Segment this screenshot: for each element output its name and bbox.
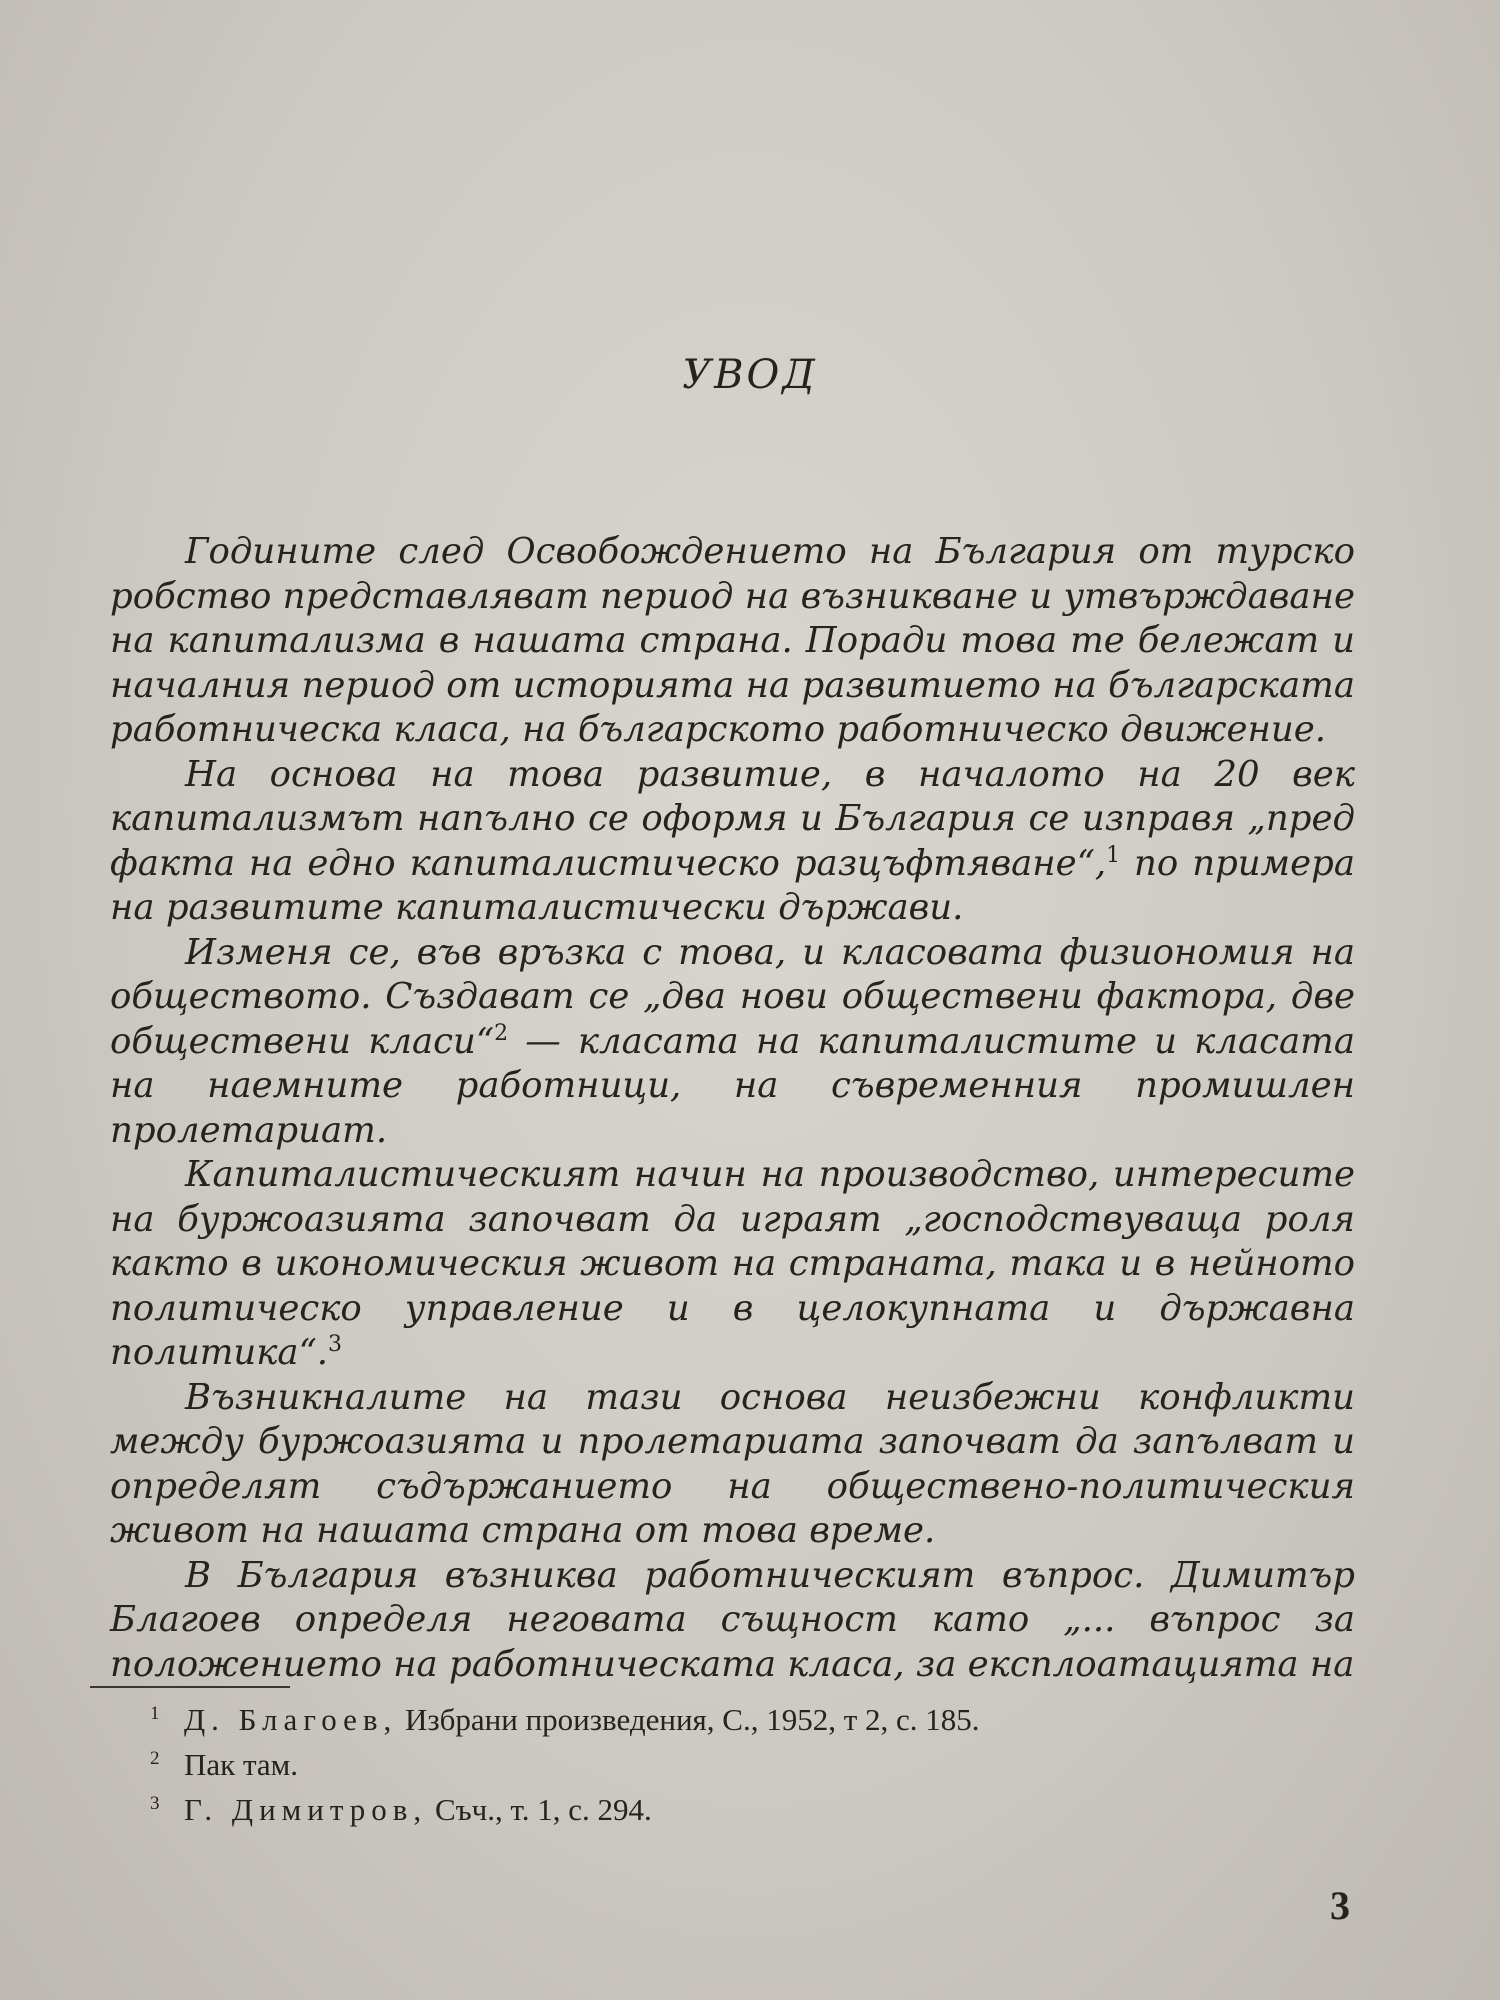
paragraph <box>110 753 1355 931</box>
paragraph-text: В България възниква работническият въпрос. Димитър Благоев определя неговата същност като „... въпрос за положението на работническата класа, за експлоатацията на <box>110 1554 1355 1685</box>
paragraph <box>110 931 1355 1154</box>
footnote-number: 3 <box>150 1793 160 1814</box>
paragraph-text: Годините след Освобождението на България от турско робство представляват период на възникване и утвърждаване на капитализма в нашата страна. Поради това те бележат и началния период от историята на развитието на българската работническа класа, на българското работническо движение. <box>110 531 1355 750</box>
footnote-author: Г. Димитров, <box>184 1792 428 1827</box>
footnotes <box>150 1700 1250 1835</box>
footnote <box>150 1700 1250 1745</box>
footnote <box>150 1745 1250 1790</box>
paragraph <box>110 530 1355 753</box>
footnote-ref: 1 <box>1106 842 1121 868</box>
footnote-text: Пак там. <box>184 1747 299 1782</box>
paragraph-text: по примера на развитите капиталистически държави. <box>110 842 1355 928</box>
paragraph-text: На основа на това развитие, в началото на 20 век капитализмът напълно се оформя и България се изправя „пред факта на едно капиталистическо разцъфтяване“, <box>110 753 1355 884</box>
footnote-body <box>184 1745 298 1785</box>
paragraph <box>110 1376 1355 1554</box>
paragraph-text: Изменя се, във връзка с това, и класовата физиономия на обществото. Създават се „два нови обществени фактора, две обществени класи“ <box>110 931 1355 1062</box>
paragraph-text: — класата на капиталистите и класата на наемните работници, на съвременния промишлен пролетариат. <box>110 1020 1355 1151</box>
footnote-author: Д. Благоев, <box>184 1702 398 1737</box>
footnote-number: 1 <box>150 1703 160 1724</box>
footnote-body <box>184 1700 980 1740</box>
paragraph <box>110 1554 1355 1688</box>
footnote-body <box>184 1790 652 1830</box>
footnote <box>150 1790 1250 1835</box>
chapter-heading: УВОД <box>682 352 818 398</box>
paragraph <box>110 1153 1355 1376</box>
footnote-number: 2 <box>150 1748 160 1769</box>
main-text <box>110 530 1355 1687</box>
footnote-ref: 2 <box>494 1020 509 1046</box>
footnote-divider <box>90 1686 290 1688</box>
footnote-text: Съч., т. 1, с. 294. <box>427 1792 652 1827</box>
page-number: 3 <box>1330 1883 1350 1928</box>
paragraph-text: Капиталистическият начин на производство, интересите на буржоазията започват да играят „господствуваща роля както в икономическия живот на страната, така и в нейното политическо управление и в целокупната и държавна политика“. <box>110 1154 1355 1373</box>
footnote-ref: 3 <box>328 1332 343 1358</box>
footnote-text: Избрани произведения, С., 1952, т 2, с. 185. <box>397 1702 980 1737</box>
paragraph-text: Възникналите на тази основа неизбежни конфликти между буржоазията и пролетариата започват да запълват и определят съдържанието на обществено-политическия живот на нашата страна от това време. <box>110 1376 1355 1551</box>
